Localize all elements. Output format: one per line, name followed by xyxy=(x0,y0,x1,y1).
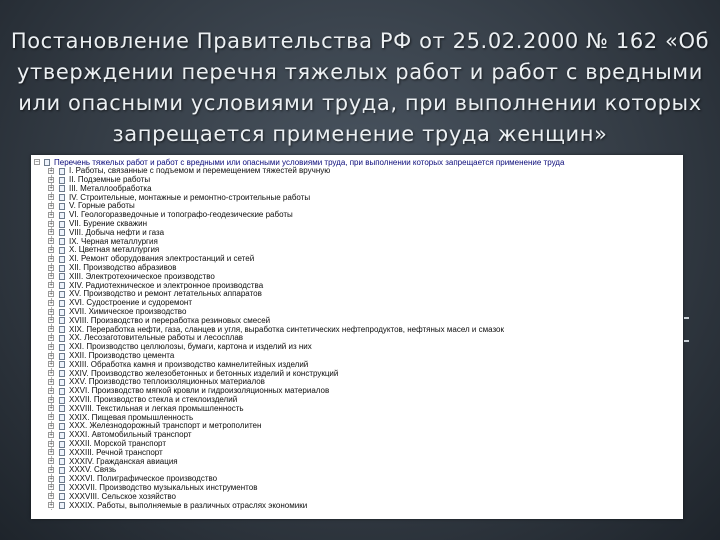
scroll-marker xyxy=(684,317,689,319)
document-icon xyxy=(59,247,65,254)
tree-item-label: XXVI. Производство мягкой кровли и гидроизоляционных материалов xyxy=(69,386,330,396)
document-icon xyxy=(59,449,65,456)
tree-item-label: XIII. Электротехническое производство xyxy=(69,271,215,281)
tree-item-label: XIX. Переработка нефти, газа, сланцев и угля, выработка синтетических нефтепродуктов, нефтяных масел и смазок xyxy=(69,324,504,334)
tree-item-label: V. Горные работы xyxy=(69,201,135,211)
tree-item-label: XXX. Железнодорожный транспорт и метрополитен xyxy=(69,421,262,431)
document-icon xyxy=(59,221,65,228)
expand-toggle-icon[interactable]: + xyxy=(49,264,54,271)
document-icon xyxy=(59,203,65,210)
expand-toggle-icon[interactable]: + xyxy=(49,308,54,315)
tree-item-label: XXXVIII. Сельское хозяйство xyxy=(69,491,176,501)
document-icon xyxy=(59,353,65,360)
expand-toggle-icon[interactable]: + xyxy=(49,211,54,218)
tree-item-label: XXXVII. Производство музыкальных инструментов xyxy=(69,482,258,492)
document-icon xyxy=(59,309,65,316)
tree-item-label: XIV. Радиотехническое и электронное производства xyxy=(69,280,264,290)
expand-toggle-icon[interactable]: + xyxy=(49,493,54,500)
expand-toggle-icon[interactable]: + xyxy=(49,502,54,509)
expand-toggle-icon[interactable]: + xyxy=(49,431,54,438)
tree-item-label: IV. Строительные, монтажные и ремонтно-строительные работы xyxy=(69,192,311,202)
document-icon xyxy=(59,300,65,307)
tree-item-label: III. Металлообработка xyxy=(69,183,152,193)
document-icon xyxy=(59,185,65,192)
expand-toggle-icon[interactable]: + xyxy=(49,282,54,289)
expand-toggle-icon[interactable]: + xyxy=(49,185,54,192)
document-icon xyxy=(59,432,65,439)
tree-item-label: XX. Лесозаготовительные работы и лесосплав xyxy=(69,333,244,343)
document-icon xyxy=(59,212,65,219)
document-icon xyxy=(59,414,65,421)
document-icon xyxy=(59,282,65,289)
document-icon xyxy=(59,405,65,412)
expand-toggle-icon[interactable]: + xyxy=(49,352,54,359)
expand-toggle-icon[interactable]: + xyxy=(49,229,54,236)
document-icon xyxy=(59,238,65,245)
slide-title: Постановление Правительства РФ от 25.02.2000 № 162 «Об утверждении перечня тяжелых работ и работ с вредными или опасными условиями труда, при выполнении которых запрещается применение труда женщин» xyxy=(10,29,710,146)
expand-toggle-icon[interactable]: + xyxy=(49,299,54,306)
expand-toggle-icon[interactable]: + xyxy=(49,361,54,368)
document-icon xyxy=(59,476,65,483)
document-icon xyxy=(59,388,65,395)
document-icon xyxy=(59,493,65,500)
tree-item-label: XXXV. Связь xyxy=(69,465,117,475)
expand-toggle-icon[interactable]: + xyxy=(49,255,54,262)
expand-toggle-icon[interactable]: + xyxy=(49,466,54,473)
tree-item-label: VI. Геологоразведочные и топографо-геодезические работы xyxy=(69,210,293,220)
document-tree xyxy=(31,158,683,510)
tree-item-label: XXI. Производство целлюлозы, бумаги, картона и изделий из них xyxy=(69,342,312,352)
tree-item-label: XVIII. Производство и переработка резиновых смесей xyxy=(69,315,271,325)
expand-toggle-icon[interactable]: + xyxy=(49,273,54,280)
expand-toggle-icon[interactable]: + xyxy=(49,396,54,403)
tree-item-label: XXIII. Обработка камня и производство камнелитейных изделий xyxy=(69,359,309,369)
document-icon xyxy=(44,159,50,166)
document-icon xyxy=(59,467,65,474)
expand-toggle-icon[interactable]: + xyxy=(49,167,54,174)
expand-toggle-icon[interactable]: + xyxy=(49,334,54,341)
expand-toggle-icon[interactable]: + xyxy=(49,440,54,447)
tree-item-label: XXVIII. Текстильная и легкая промышленность xyxy=(69,403,244,413)
tree-item-label: XXIV. Производство железобетонных и бетонных изделий и конструкций xyxy=(69,368,339,378)
tree-item-label: XV. Производство и ремонт летательных аппаратов xyxy=(69,289,262,299)
document-icon xyxy=(59,194,65,201)
expand-toggle-icon[interactable]: + xyxy=(49,290,54,297)
document-icon xyxy=(59,370,65,377)
tree-item-label: XXIX. Пищевая промышленность xyxy=(69,412,194,422)
document-icon xyxy=(59,379,65,386)
document-icon xyxy=(59,273,65,280)
document-icon xyxy=(59,361,65,368)
expand-toggle-icon[interactable]: + xyxy=(49,449,54,456)
expand-toggle-icon[interactable]: + xyxy=(49,422,54,429)
tree-item-label: II. Подземные работы xyxy=(69,175,151,185)
tree-item-label: XXXVI. Полиграфическое производство xyxy=(69,474,218,484)
expand-toggle-icon[interactable]: + xyxy=(49,458,54,465)
tree-item-label: I. Работы, связанные с подъемом и перемещением тяжестей вручную xyxy=(69,166,331,176)
tree-item-label: XII. Производство абразивов xyxy=(69,263,177,273)
tree-item-label: XXV. Производство теплоизоляционных материалов xyxy=(69,377,265,387)
expand-toggle-icon[interactable]: + xyxy=(49,475,54,482)
document-icon xyxy=(59,502,65,509)
tree-item-label: VII. Бурение скважин xyxy=(69,219,148,229)
tree-root-label: Перечень тяжелых работ и работ с вредными или опасными условиями труда, при выполнении которых запрещается применение труда xyxy=(54,157,565,167)
document-icon xyxy=(59,335,65,342)
tree-item-label: X. Цветная металлургия xyxy=(69,245,160,255)
tree-item-label: XXXII. Морской транспорт xyxy=(69,439,166,448)
document-icon xyxy=(59,265,65,272)
tree-item-label: IX. Черная металлургия xyxy=(69,236,158,246)
tree-item[interactable] xyxy=(31,501,683,510)
expand-toggle-icon[interactable]: + xyxy=(49,317,54,324)
tree-item-label: VIII. Добыча нефти и газа xyxy=(69,227,165,237)
expand-toggle-icon[interactable]: + xyxy=(49,370,54,377)
document-icon xyxy=(59,397,65,404)
expand-toggle-icon[interactable]: + xyxy=(49,220,54,227)
document-icon xyxy=(59,229,65,236)
expand-toggle-icon[interactable]: + xyxy=(49,194,54,201)
expand-toggle-icon[interactable]: + xyxy=(49,343,54,350)
document-icon xyxy=(59,458,65,465)
expand-toggle-icon[interactable]: + xyxy=(49,484,54,491)
document-icon xyxy=(59,484,65,491)
expand-toggle-icon[interactable]: + xyxy=(49,326,54,333)
expand-toggle-icon[interactable]: + xyxy=(49,414,54,421)
tree-item-label: XXXIV. Гражданская авиация xyxy=(69,456,178,466)
scroll-marker xyxy=(684,340,689,342)
expand-toggle-icon[interactable]: + xyxy=(49,202,54,209)
tree-item-label: XXXI. Автомобильный транспорт xyxy=(69,430,192,440)
tree-item-label: XVII. Химическое производство xyxy=(69,307,187,317)
tree-item-label: XXVII. Производство стекла и стеклоизделий xyxy=(69,395,238,405)
expand-toggle-icon[interactable]: + xyxy=(49,378,54,385)
document-icon xyxy=(59,317,65,324)
collapse-toggle-icon[interactable]: − xyxy=(35,159,40,165)
document-icon xyxy=(59,441,65,448)
expand-toggle-icon[interactable]: + xyxy=(49,176,54,183)
tree-item-label: XXII. Производство цемента xyxy=(69,351,175,361)
tree-item[interactable] xyxy=(31,457,683,466)
document-icon xyxy=(59,423,65,430)
tree-item-label: XI. Ремонт оборудования электростанций и сетей xyxy=(69,254,255,264)
document-icon xyxy=(59,256,65,263)
document-icon xyxy=(59,344,65,351)
document-icon xyxy=(59,177,65,184)
expand-toggle-icon[interactable]: + xyxy=(49,246,54,253)
tree-item-label: XVI. Судостроение и судоремонт xyxy=(69,298,193,308)
tree-item-label: XXXIII. Речной транспорт xyxy=(69,447,163,457)
document-icon xyxy=(59,291,65,298)
expand-toggle-icon[interactable]: + xyxy=(49,405,54,412)
tree-item-label: XXXIX. Работы, выполняемые в различных отраслях экономики xyxy=(69,500,308,510)
document-icon xyxy=(59,168,65,175)
document-tree-screenshot xyxy=(31,155,683,519)
document-icon xyxy=(59,326,65,333)
expand-toggle-icon[interactable]: + xyxy=(49,387,54,394)
expand-toggle-icon[interactable]: + xyxy=(49,238,54,245)
